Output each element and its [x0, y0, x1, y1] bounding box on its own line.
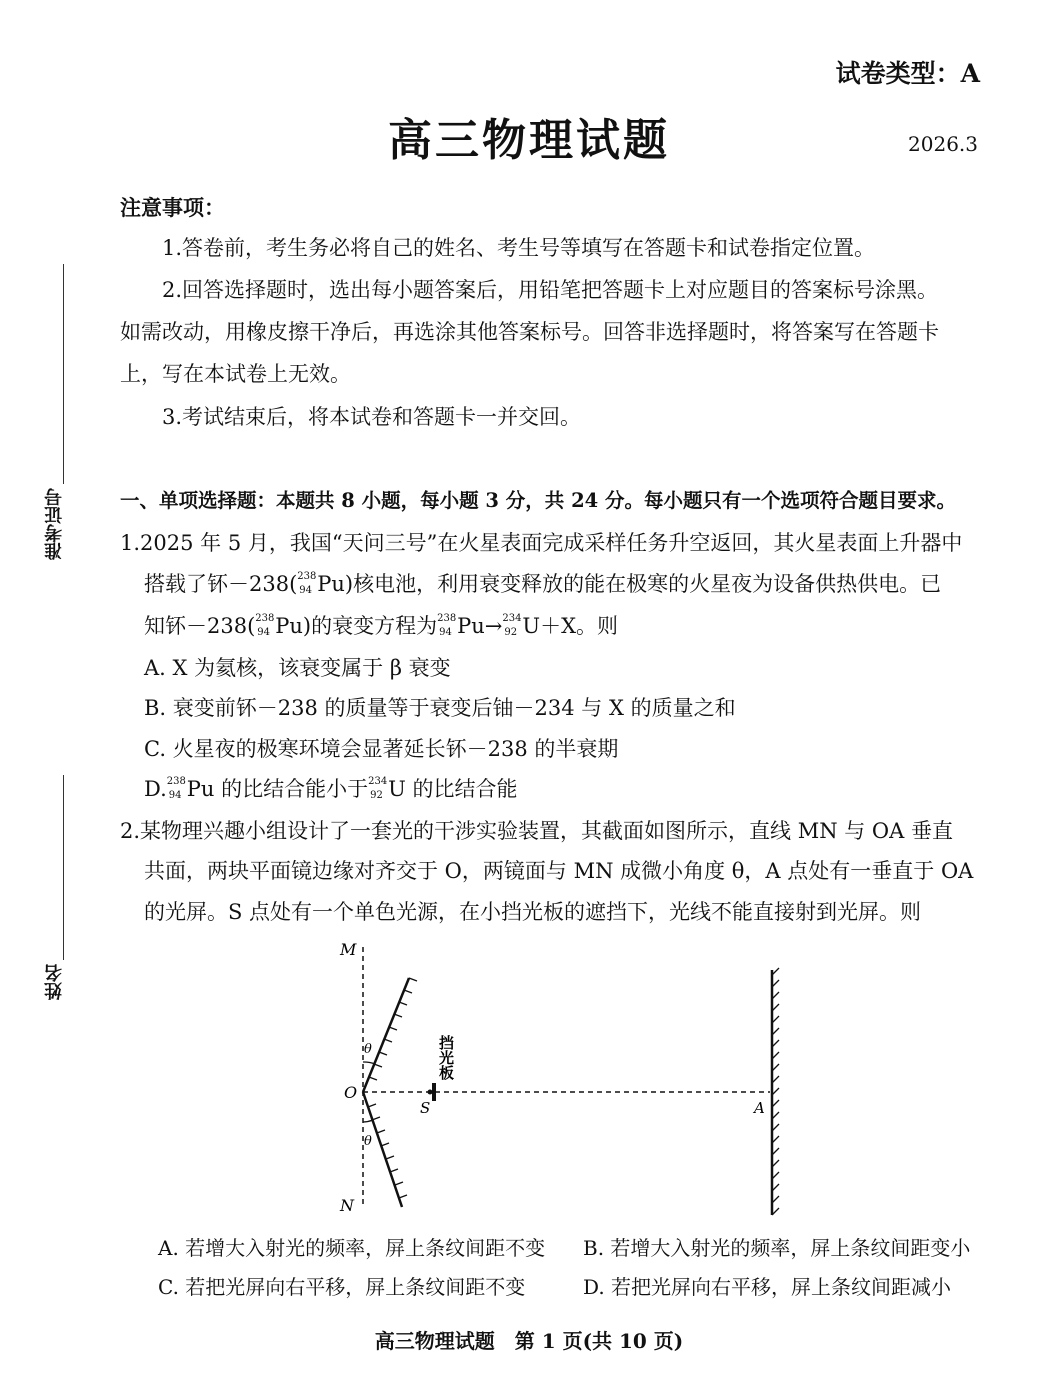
page-footer: 高三物理试题 第 1 页(共 10 页) — [374, 1329, 684, 1353]
q1-option-d: D. 238 94 Pu 的比结合能小于 234 92 U 的比结合能 — [144, 775, 518, 801]
q2-option-b: B. 若增大入射光的频率，屏上条纹间距变小 — [583, 1236, 971, 1260]
q1-option-c: C. 火星夜的极寒环境会显著延长钚－238 的半衰期 — [144, 737, 619, 761]
label-o: O — [344, 1083, 358, 1102]
exam-id-line — [63, 264, 64, 484]
notice-heading: 注意事项： — [120, 195, 225, 220]
label-s: S — [420, 1099, 431, 1117]
q2-option-c: C. 若把光屏向右平移，屏上条纹间距不变 — [158, 1275, 526, 1299]
label-theta-upper: θ — [364, 1042, 372, 1057]
upper-mirror-hatch — [369, 978, 417, 1080]
q2-stem-line3: 的光屏。S 点处有一个单色光源，在小挡光板的遮挡下，光线不能直接射到光屏。则 — [144, 900, 922, 924]
name-line — [63, 775, 64, 960]
lower-mirror-hatch — [368, 1104, 407, 1198]
page-title: 高三物理试题 — [388, 115, 670, 166]
theta-arc-upper — [363, 1062, 375, 1064]
lower-mirror — [363, 1092, 402, 1207]
q1-option-b: B. 衰变前钚－238 的质量等于衰变后铀－234 与 X 的质量之和 — [144, 696, 736, 720]
exam-id-label: 准考证号 — [44, 488, 65, 560]
q2-option-d: D. 若把光屏向右平移，屏上条纹间距减小 — [583, 1275, 952, 1299]
baffle — [432, 1083, 436, 1101]
notice-item-2-cont2: 上，写在本试卷上无效。 — [120, 362, 351, 386]
q1-stem-line3: 知钚－238( 238 94 Pu)的衰变方程为 238 94 Pu→ 234 92 U＋X。则 — [144, 612, 619, 638]
notice-item-3: 3.考试结束后，将本试卷和答题卡一并交回。 — [162, 405, 582, 429]
label-theta-lower: θ — [364, 1134, 372, 1149]
notice-item-2-cont: 如需改动，用橡皮擦干净后，再选涂其他答案标号。回答非选择题时，将答案写在答题卡 — [120, 320, 939, 344]
label-m: M — [340, 940, 357, 959]
name-label: 姓名 — [44, 964, 65, 1000]
baffle-label: 挡光板 — [437, 1035, 455, 1080]
q2-stem-line1: 2.某物理兴趣小组设计了一套光的干涉实验装置，其截面如图所示，直线 MN 与 OA 垂直 — [120, 819, 953, 843]
q1-option-a: A. X 为氦核，该衰变属于 β 衰变 — [144, 656, 451, 680]
q2-option-a: A. 若增大入射光的频率，屏上条纹间距不变 — [158, 1236, 546, 1260]
upper-mirror — [363, 978, 409, 1092]
label-n: N — [340, 1196, 354, 1215]
paper-type: 试卷类型：A — [835, 59, 980, 88]
theta-arc-lower — [363, 1120, 373, 1122]
notice-item-2: 2.回答选择题时，选出每小题答案后，用铅笔把答题卡上对应题目的答案标号涂黑。 — [162, 278, 939, 302]
exam-date: 2026.3 — [908, 132, 978, 156]
q1-stem-line1: 1.2025 年 5 月，我国“天问三号”在火星表面完成采样任务升空返回，其火星表面上升器中 — [120, 531, 963, 555]
notice-item-1: 1.答卷前，考生务必将自己的姓名、考生号等填写在答题卡和试卷指定位置。 — [162, 236, 876, 260]
light-source — [428, 1090, 433, 1095]
interference-figure — [320, 935, 800, 1225]
section-heading: 一、单项选择题：本题共 8 小题，每小题 3 分，共 24 分。每小题只有一个选项符合题目要求。 — [120, 489, 957, 512]
q1-stem-line2: 搭载了钚－238( 238 94 Pu)核电池，利用衰变释放的能在极寒的火星夜为设备供热供电。已 — [144, 570, 942, 596]
q2-stem-line2: 共面，两块平面镜边缘对齐交于 O，两镜面与 MN 成微小角度 θ，A 点处有一垂直于 OA — [144, 859, 974, 883]
label-a: A — [754, 1099, 765, 1117]
